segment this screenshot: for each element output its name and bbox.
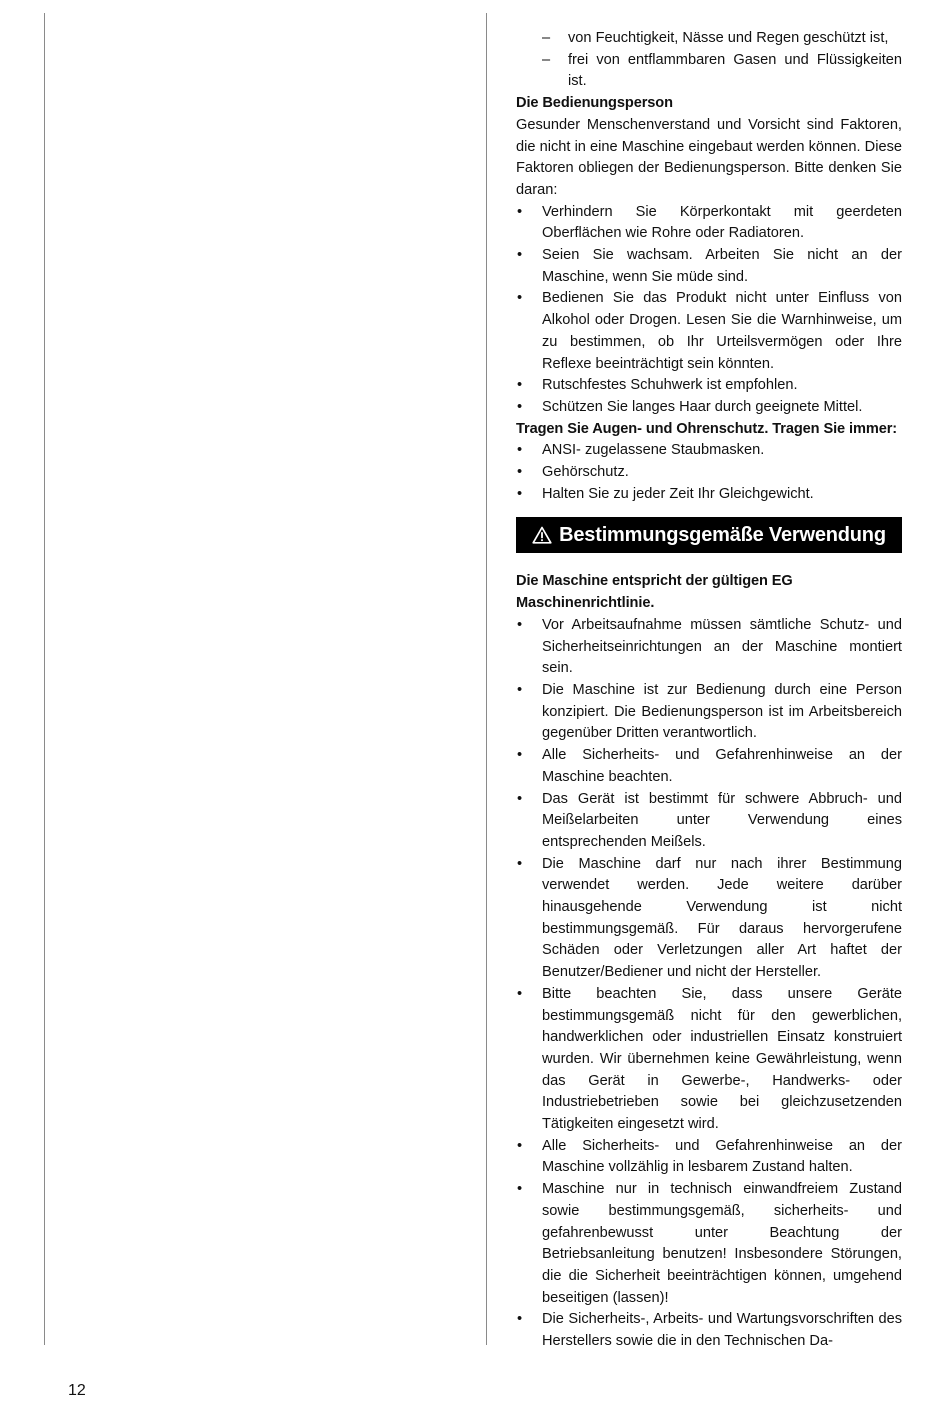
bullet-list-item: • ANSI- zugelassene Staubmasken.: [516, 440, 902, 462]
bullet-list-item: • Halten Sie zu jeder Zeit Ihr Gleichgewicht.: [516, 484, 902, 506]
bullet-list-item: • Alle Sicherheits- und Gefahrenhinweise an der Maschine vollzählig in lesbarem Zustand halten.: [516, 1136, 902, 1179]
bullet-list-item: • Vor Arbeitsaufnahme müssen sämtliche Schutz- und Sicherheitseinrichtungen an der Maschine montiert sein.: [516, 615, 902, 680]
dash-list-item: – von Feuchtigkeit, Nässe und Regen geschützt ist,: [542, 28, 902, 50]
bullet-list-item: • Rutschfestes Schuhwerk ist empfohlen.: [516, 375, 902, 397]
operator-heading: Die Bedienungsperson: [516, 95, 673, 112]
bullet-list-item: • Bedienen Sie das Produkt nicht unter Einfluss von Alkohol oder Drogen. Lesen Sie die Warnhinweise, um zu bestimmen, ob Ihr Urteilsvermögen oder Ihre Reflexe beeinträchtigt sein könnten.: [516, 288, 902, 375]
protection-bullet-list: [516, 440, 902, 505]
bullet-list-item: • Maschine nur in technisch einwandfreiem Zustand sowie bestimmungsgemäß, sicherheits- und gefahrenbewusst unter Beachtung der Betriebsanleitung benutzen! Insbesondere Störungen, die die Sicherheit beeinträchtigen können, umgehend beseitigen (lassen)!: [516, 1179, 902, 1309]
dash-list-item: – frei von entflammbaren Gasen und Flüssigkeiten ist.: [542, 50, 902, 93]
bullet-list-item: • Die Maschine darf nur nach ihrer Bestimmung verwendet werden. Jede weitere darüber hinausgehende Verwendung ist nicht bestimmungsgemäß. Für daraus hervorgerufene Schäden oder Verletzungen aller Art haftet der Benutzer/Bediener und nicht der Hersteller.: [516, 854, 902, 984]
operator-intro-paragraph: Gesunder Menschenverstand und Vorsicht sind Faktoren, die nicht in eine Maschine eingebaut werden können. Diese Faktoren obliegen der Bedienungsperson. Bitte denken Sie daran:: [516, 116, 902, 198]
bullet-list-item: • Schützen Sie langes Haar durch geeignete Mittel.: [516, 397, 902, 419]
warning-triangle-icon: [532, 526, 552, 544]
bullet-list-item: • Die Sicherheits-, Arbeits- und Wartungsvorschriften des Herstellers sowie die in den Technischen Da-: [516, 1309, 902, 1352]
operator-bullet-list: [516, 202, 902, 419]
right-text-column: [516, 28, 902, 1353]
protection-heading: Tragen Sie Augen- und Ohrenschutz. Tragen Sie immer:: [516, 420, 898, 437]
bullet-list-item: • Gehörschutz.: [516, 462, 902, 484]
bullet-list-item: • Bitte beachten Sie, dass unsere Geräte bestimmungsgemäß nicht für den gewerblichen, handwerklichen oder industriellen Einsatz konstruiert wurden. Wir übernehmen keine Gewährleistung, wenn das Gerät in Gewerbe-, Handwerks- oder Industriebetrieben sowie bei gleichzusetzenden Tätigkeiten eingesetzt wird.: [516, 984, 902, 1136]
bullet-list-item: • Verhindern Sie Körperkontakt mit geerdeten Oberflächen wie Rohre oder Radiatoren.: [516, 202, 902, 245]
middle-column-rule: [486, 13, 487, 1345]
top-dash-list: [516, 28, 902, 93]
bullet-list-item: • Die Maschine ist zur Bedienung durch eine Person konzipiert. Die Bedienungsperson ist im Arbeitsbereich gegenüber Dritten verantwortlich.: [516, 680, 902, 745]
bullet-list-item: • Alle Sicherheits- und Gefahrenhinweise an der Maschine beachten.: [516, 745, 902, 788]
page-number: 12: [68, 1382, 86, 1399]
left-column-rule: [44, 13, 45, 1345]
bullet-list-item: • Seien Sie wachsam. Arbeiten Sie nicht an der Maschine, wenn Sie müde sind.: [516, 245, 902, 288]
banner-title: Bestimmungsgemäße Verwendung: [559, 523, 886, 546]
section-banner: [516, 517, 902, 553]
intended-use-heading: Die Maschine entspricht der gültigen EG Maschinenrichtlinie.: [516, 573, 793, 612]
bullet-list-item: • Das Gerät ist bestimmt für schwere Abbruch- und Meißelarbeiten unter Verwendung eines entsprechenden Meißels.: [516, 789, 902, 854]
intended-use-bullet-list: [516, 615, 902, 1353]
